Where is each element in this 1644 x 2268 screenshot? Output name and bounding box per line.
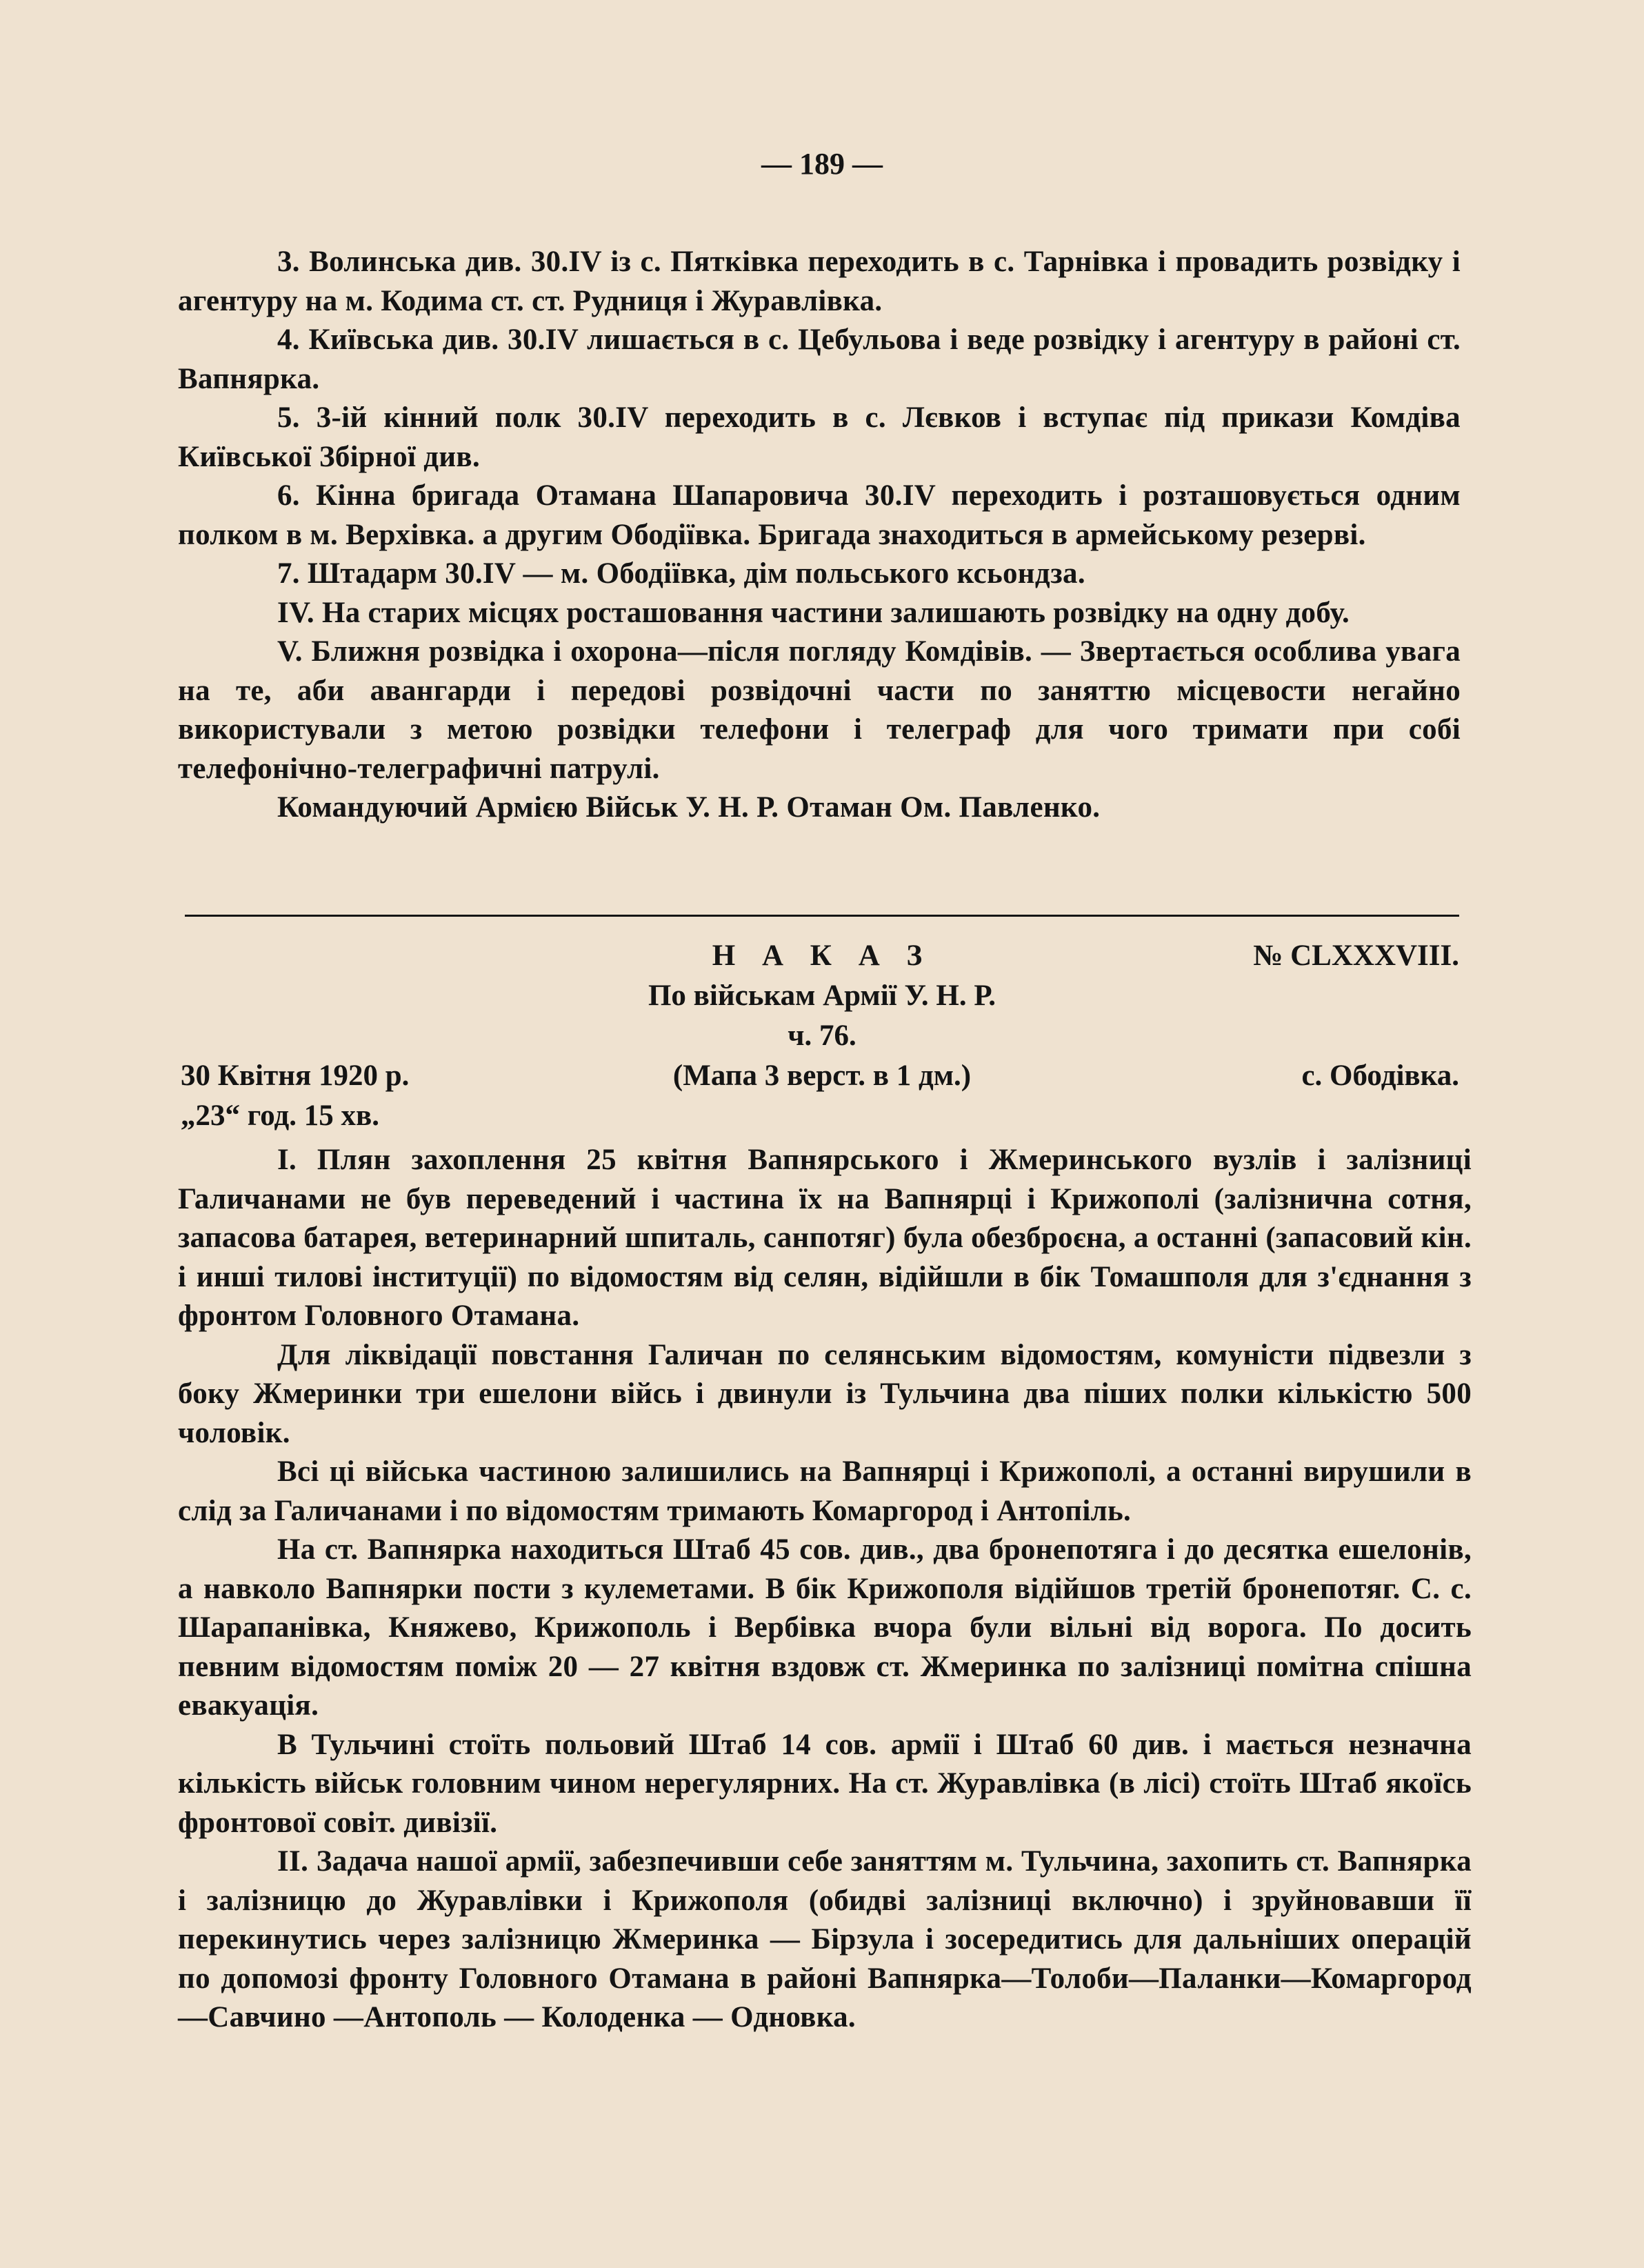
paragraph: 6. Кінна бригада Отамана Шапаровича 30.IV переходить і розташовується одним полком в м. Верхівка. а другим Ободіївка. Бригада знаходиться в армейському резерві.: [178, 479, 1461, 551]
paragraph: В Тульчині стоїть польовий Штаб 14 сов. армії і Штаб 60 див. і мається незначна кількість військ головним чином нерегулярних. На ст. Журавлівка (в лісі) стоїть Штаб якоїсь фронтової совіт. дивізії.: [178, 1728, 1472, 1839]
section-lower: [178, 1141, 1472, 2038]
paragraph: IV. На старих місцях росташовання частини залишають розвідку на одну добу.: [277, 596, 1350, 629]
paragraph: 4. Київська див. 30.IV лишається в с. Цебульова і веде розвідку і агентуру в районі ст. Вапнярка.: [178, 324, 1461, 395]
order-part: ч. 76.: [788, 1019, 856, 1052]
paragraph: 7. Штадарм 30.IV — м. Ободіївка, дім польського ксьондза.: [277, 557, 1085, 590]
order-place: с. Ободівка.: [1301, 1060, 1459, 1092]
order-title: Н А К А З: [712, 939, 932, 972]
paragraph: Для ліквідації повстання Галичан по селянським відомостям, комуністи підвезли з боку Жмеринки три ешелони війсь і двинули із Тульчина два піших полки кількістю 500 чоловік.: [178, 1338, 1472, 1449]
divider-line: [185, 915, 1459, 917]
paragraph: Всі ці війська частиною залишились на Вапнярці і Крижополі, а останні вирушили в слід за Галичанами і по відомостям тримають Комаргород і Антопіль.: [178, 1455, 1472, 1527]
paragraph: На ст. Вапнярка находиться Штаб 45 сов. див., два бронепотяга і до десятка ешелонів, а навколо Вапнярки пости з кулеметами. В бік Крижополя відійшов третій бронепотяг. С. с. Шарапанівка, Княжево, Крижополь і Вербівка вчора були вільні від ворога. По досить певним відомостям поміж 20 — 27 квітня вздовж ст. Жмеринка по залізниці помітна спішна евакуація.: [178, 1533, 1472, 1722]
paragraph: V. Ближня розвідка і охорона—після погляду Комдівів. — Звертається особлива увага на те, аби авангарди і передові розвідочні части по заняттю місцевости негайно використували з метою розвідки телефони і телеграф для чого тримати при собі телефонічно-телеграфичні патрулі.: [178, 635, 1461, 785]
paragraph: I. Плян захоплення 25 квітня Вапнярського і Жмеринського вузлів і залізниці Галичанами не був переведений і частина їх на Вапнярці і Крижополі (залізнична сотня, запасова батарея, ветеринарний шпиталь, санпотяг) була обезброєна, а останні (запасовий кін. і инші тилові інституції) по відомостям від селян, відійшли в бік Томашполя для з'єднання з фронтом Головного Отамана.: [178, 1144, 1472, 1332]
section-upper: [178, 243, 1461, 828]
order-date: 30 Квітня 1920 р.: [181, 1060, 410, 1092]
order-time: „23“ год. 15 хв.: [181, 1100, 379, 1132]
page-number: — 189 —: [761, 147, 883, 181]
paragraph: II. Задача нашої армії, забезпечивши себе заняттям м. Тульчина, захопить ст. Вапнярка і залізницю до Журавлівки і Крижополя (обидві залізниці включно) і зруйновавши її перекинутись через залізницю Жмеринка — Бірзула і зосередитись для дальніших операцій по допомозі фронту Головного Отамана в районі Вапнярка—Толоби—Паланки—Комаргород—Савчино —Антополь — Колоденка — Одновка.: [178, 1845, 1472, 2033]
order-subtitle: По військам Армії У. Н. Р.: [648, 979, 996, 1012]
signature-line: Командуючий Армією Військ У. Н. Р. Отаман Ом. Павленко.: [277, 791, 1101, 824]
map-scale: (Мапа 3 верст. в 1 дм.): [672, 1060, 972, 1092]
paragraph: 5. 3-ій кінний полк 30.IV переходить в с. Лєвков і вступає під прикази Комдіва Київської Збірної див.: [178, 401, 1461, 473]
order-number: № CLXXXVIII.: [1253, 939, 1459, 972]
paragraph: 3. Волинська див. 30.IV із с. Пятківка переходить в с. Тарнівка і провадить розвідку і агентуру на м. Кодима ст. ст. Рудниця і Журавлівка.: [178, 246, 1461, 317]
